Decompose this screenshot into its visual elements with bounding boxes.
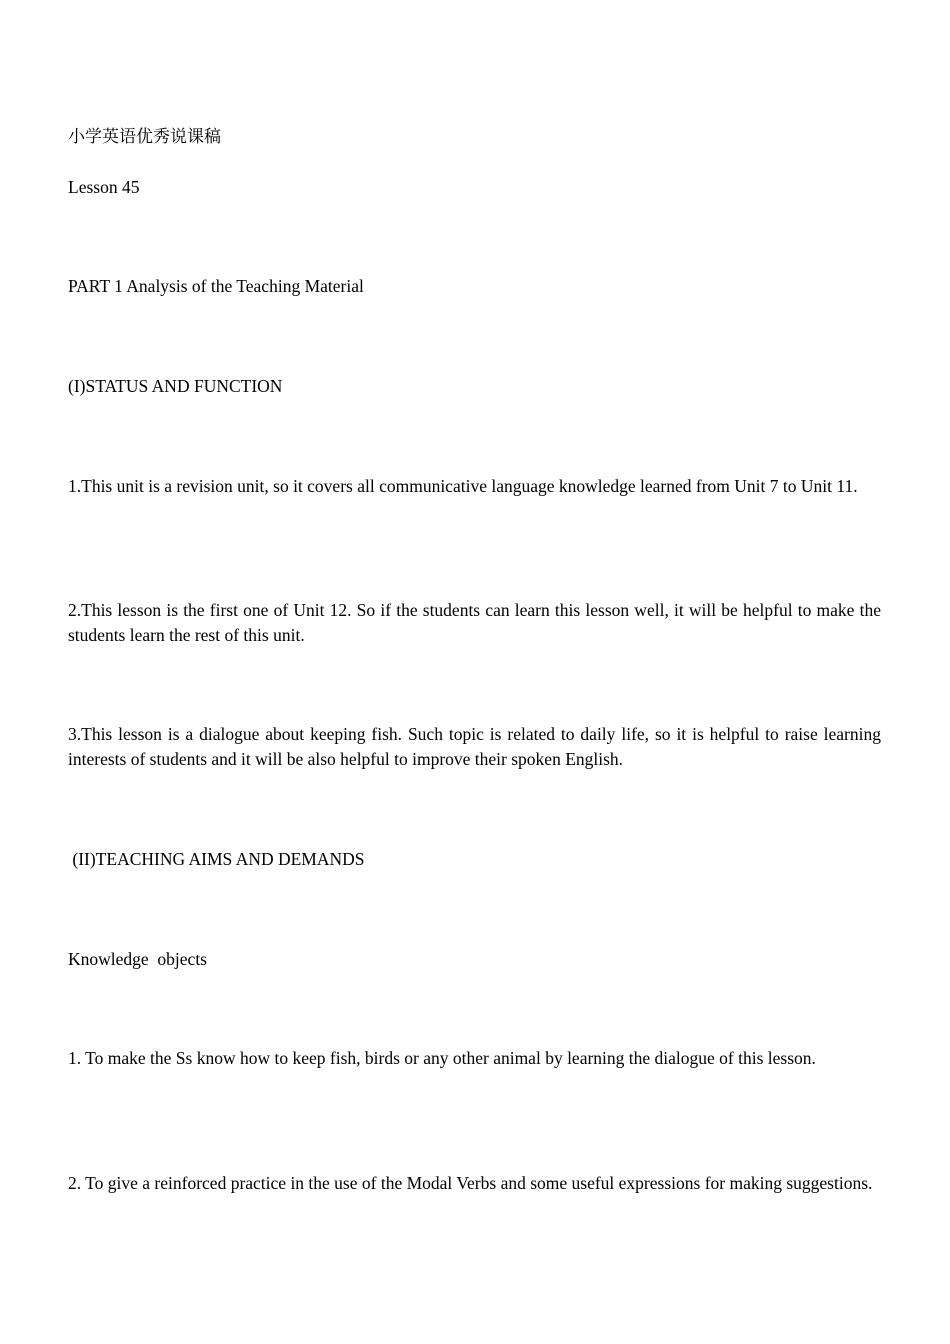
document-title: 小学英语优秀说课稿 [68,127,221,147]
lesson-label: Lesson 45 [68,177,140,197]
part1-heading: PART 1 Analysis of the Teaching Material [68,276,364,296]
status-item-3: 3.This lesson is a dialogue about keeping fish. Such topic is related to daily life, so it is helpful to raise learning interests of students and it will be also helpful to improve their spoken English. [68,724,881,769]
section-aims-heading: (II)TEACHING AIMS AND DEMANDS [68,849,365,869]
knowledge-item-1: 1. To make the Ss know how to keep fish, birds or any other animal by learning the dialogue of this lesson. [68,1048,816,1068]
knowledge-item-2: 2. To give a reinforced practice in the use of the Modal Verbs and some useful expressions for making suggestions. [68,1173,873,1193]
status-item-2: 2.This lesson is the first one of Unit 12. So if the students can learn this lesson well, it will be helpful to make the students learn the rest of this unit. [68,600,881,645]
status-item-1: 1.This unit is a revision unit, so it covers all communicative language knowledge learned from Unit 7 to Unit 11. [68,476,858,496]
section-status-heading: (I)STATUS AND FUNCTION [68,376,283,396]
knowledge-objects-heading: Knowledge objects [68,949,207,969]
